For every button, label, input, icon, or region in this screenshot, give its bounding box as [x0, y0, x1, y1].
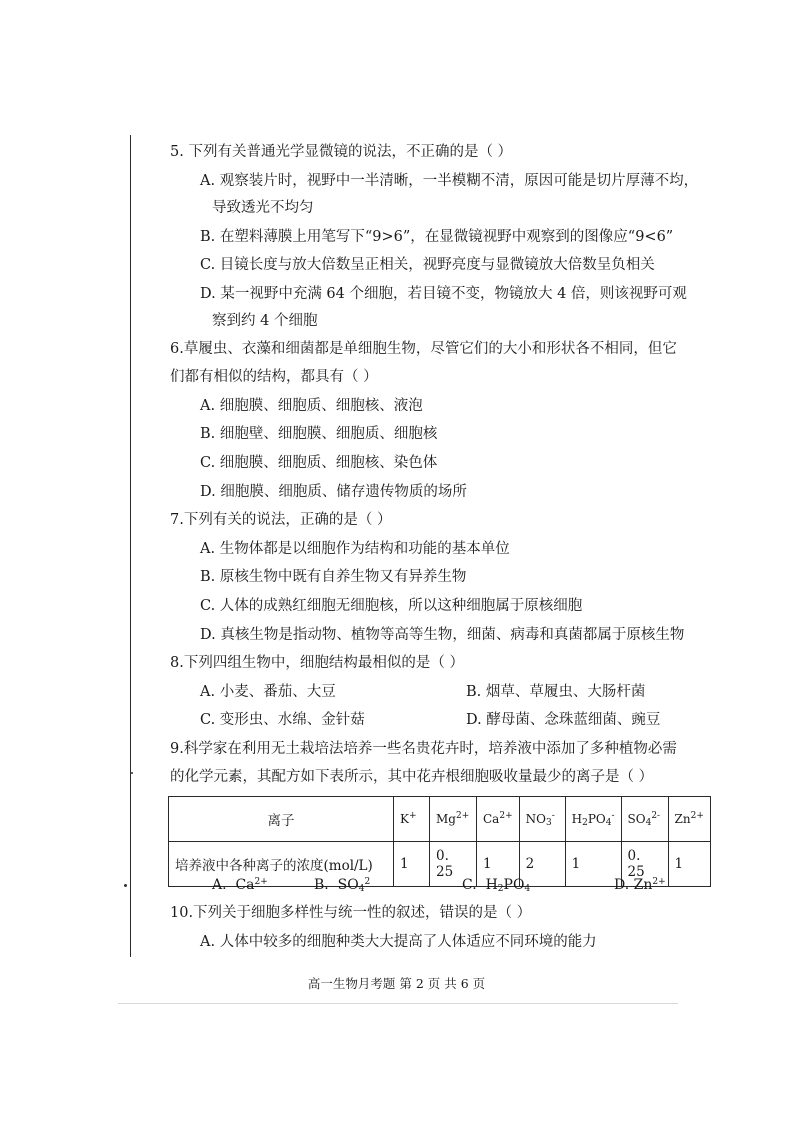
q9-option-b: B. $SO_4^2$	[314, 877, 371, 894]
q8-option-a: A. 小麦、番茄、大豆	[200, 684, 336, 700]
q5-option-b: B. 在塑料薄膜上用笔写下“9>6”，在显微镜视野中观察到的图像应“9<6”	[200, 229, 674, 245]
q5-option-d-cont: 察到约 4 个细胞	[212, 313, 318, 329]
value-k: 1	[394, 842, 430, 887]
q6-option-a: A. 细胞膜、细胞质、细胞核、液泡	[200, 398, 423, 414]
ion-mg: $Mg^{2+}$	[430, 797, 477, 842]
q5-option-c: C. 目镜长度与放大倍数呈正相关，视野亮度与显微镜放大倍数呈负相关	[200, 257, 655, 273]
q6-stem-cont: 们都有相似的结构，都具有（ ）	[170, 369, 378, 385]
q6-option-c: C. 细胞膜、细胞质、细胞核、染色体	[200, 455, 438, 471]
ion-so4: $SO_4^{2-}$	[621, 797, 668, 842]
q8-option-d: D. 酵母菌、念珠蓝细菌、豌豆	[466, 712, 661, 728]
value-zn: 1	[668, 842, 710, 887]
q6-option-b: B. 细胞壁、细胞膜、细胞质、细胞核	[200, 426, 438, 442]
table-header-label: 离子	[169, 797, 394, 842]
page-margin-line	[130, 135, 131, 957]
q5-option-d: D. 某一视野中充满 64 个细胞，若目镜不变，物镜放大 4 倍，则该视野可观	[200, 286, 687, 302]
q5-stem: 5. 下列有关普通光学显微镜的说法，不正确的是（ ）	[170, 144, 513, 160]
value-h2po4: 1	[565, 842, 621, 887]
ion-no3: $NO_3^-$	[519, 797, 565, 842]
ion-ca: $Ca^{2+}$	[477, 797, 520, 842]
q9-stem-cont: 的化学元素，其配方如下表所示，其中花卉根细胞吸收量最少的离子是（ ）	[170, 769, 654, 785]
footer-divider	[118, 1003, 678, 1004]
q9-option-c: C. $H_2PO_4$	[462, 877, 531, 894]
q8-option-b: B. 烟草、草履虫、大肠杆菌	[466, 684, 646, 700]
q9-stem: 9.科学家在利用无土栽培法培养一些名贵花卉时，培养液中添加了多种植物必需	[170, 741, 677, 757]
q7-option-a: A. 生物体都是以细胞作为结构和功能的基本单位	[200, 541, 510, 557]
table-header-row	[169, 797, 711, 842]
q6-option-d: D. 细胞膜、细胞质、储存遗传物质的场所	[200, 484, 467, 500]
ion-zn: $Zn^{2+}$	[668, 797, 710, 842]
q8-option-c: C. 变形虫、水绵、金针菇	[200, 712, 365, 728]
q7-option-d: D. 真核生物是指动物、植物等高等生物，细菌、病毒和真菌都属于原核生物	[200, 627, 685, 643]
q6-stem: 6.草履虫、衣藻和细菌都是单细胞生物，尽管它们的大小和形状各不相同，但它	[170, 341, 677, 357]
value-ca: 1	[477, 842, 520, 887]
ion-h2po4: $H_2PO_4^-$	[565, 797, 621, 842]
ion-k: K+	[394, 797, 430, 842]
value-so4: 0. 25	[621, 842, 668, 887]
ion-concentration-table	[168, 796, 711, 887]
value-no3: 2	[519, 842, 565, 887]
q9-option-d: D. $Zn^{2+}$	[614, 877, 666, 893]
scan-speck	[124, 884, 127, 887]
q10-stem: 10.下列关于细胞多样性与统一性的叙述，错误的是（ ）	[170, 905, 532, 921]
q5-option-a: A. 观察装片时，视野中一半清晰，一半模糊不清，原因可能是切片厚薄不均，	[200, 173, 699, 189]
q8-stem: 8.下列四组生物中，细胞结构最相似的是（ ）	[170, 655, 464, 671]
scan-speck	[131, 772, 133, 774]
q9-option-a: A. $Ca^{2+}$	[212, 877, 268, 893]
q7-stem: 7.下列有关的说法，正确的是（ ）	[170, 512, 392, 528]
q5-option-a-cont: 导致透光不均匀	[212, 200, 314, 216]
page-footer: 高一生物月考题 第 2 页 共 6 页	[307, 976, 486, 991]
q7-option-c: C. 人体的成熟红细胞无细胞核，所以这种细胞属于原核细胞	[200, 598, 583, 614]
q10-option-a: A. 人体中较多的细胞种类大大提高了人体适应不同环境的能力	[200, 934, 597, 950]
q7-option-b: B. 原核生物中既有自养生物又有异养生物	[200, 569, 467, 585]
value-mg: 0. 25	[430, 842, 477, 887]
table-row-label: 培养液中各种离子的浓度(mol/L)	[169, 842, 394, 887]
